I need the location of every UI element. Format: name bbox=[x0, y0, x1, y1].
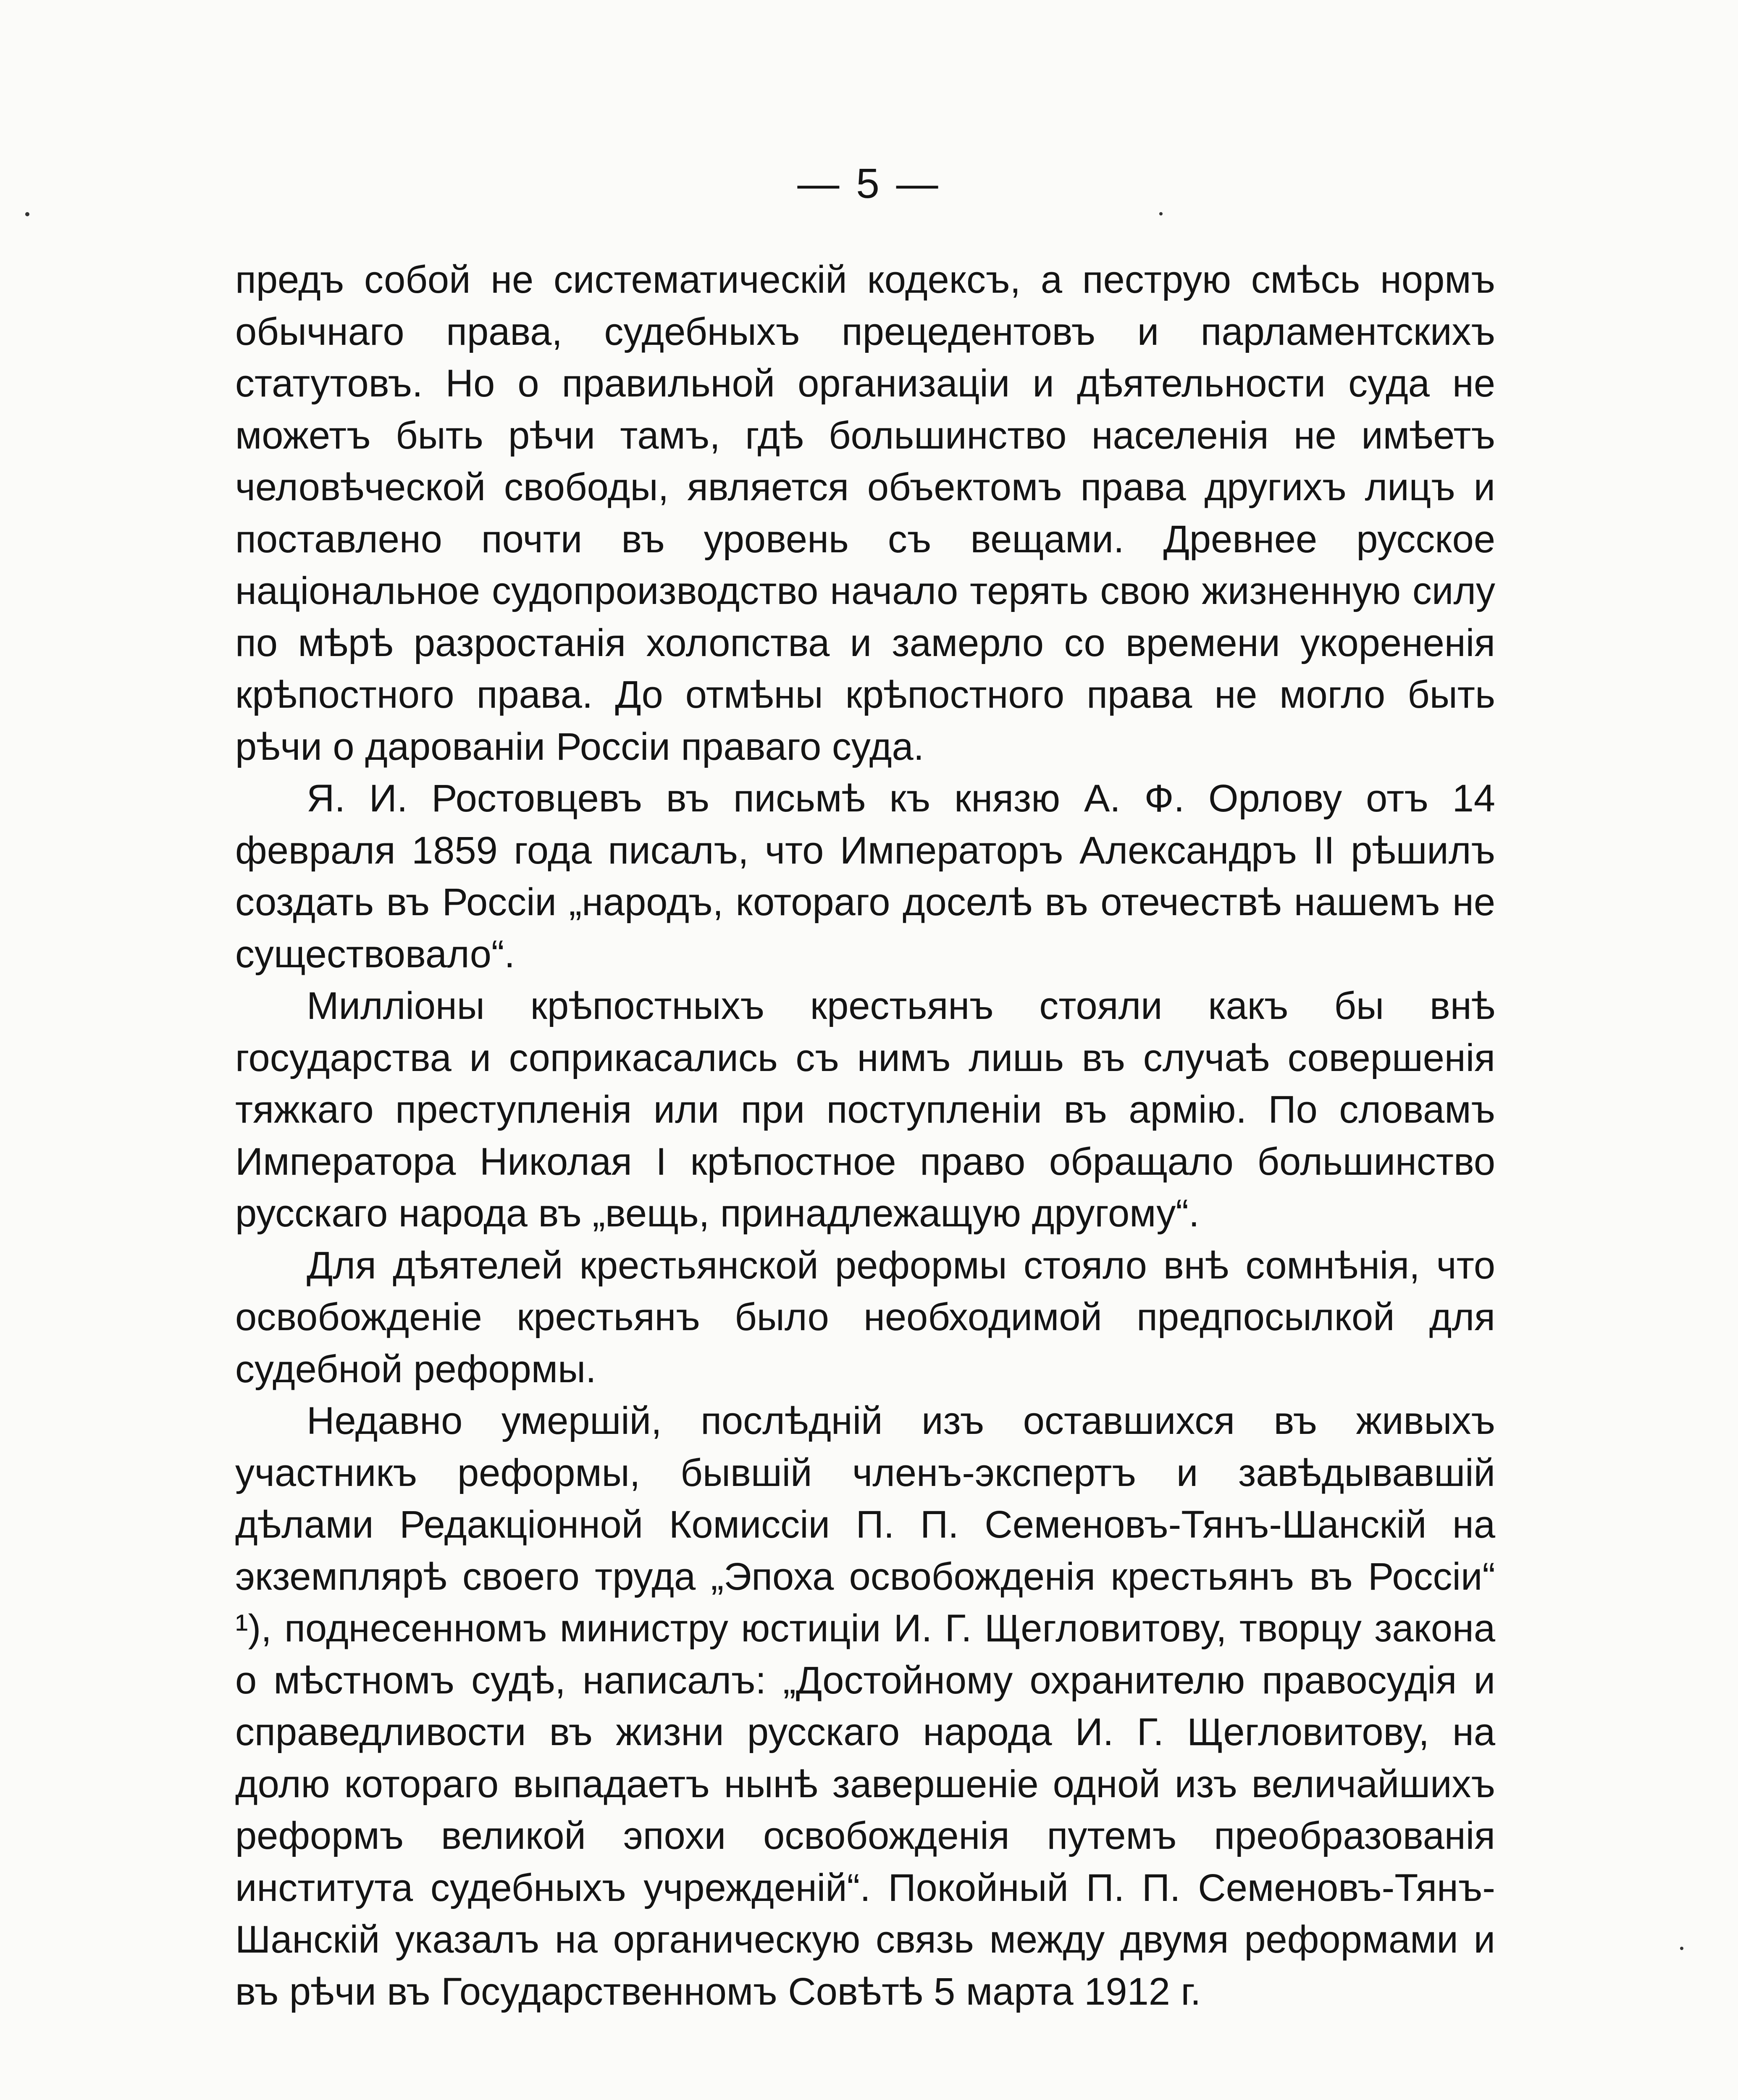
scan-speck-top bbox=[1159, 212, 1163, 215]
body-text bbox=[235, 254, 1495, 2018]
scan-speck-left bbox=[25, 212, 29, 216]
paragraph-4: Для дѣятелей крестьянской реформы стояло внѣ сомнѣнія, что освобожденіе крестьянъ было необходимой предпосылкой для судебной реформы. bbox=[235, 1244, 1495, 1391]
paragraph-1: предъ собой не систематическій кодексъ, а пеструю смѣсь нормъ обычнаго права, судебныхъ прецедентовъ и парламентскихъ статутовъ. Но о правильной организаціи и дѣятельности суда не можетъ быть рѣчи тамъ, гдѣ большинство населенія не имѣетъ человѣческой свободы, является объектомъ права другихъ лицъ и поставлено почти въ уровень съ вещами. Древнее русское національное судопроизводство начало терять свою жизненную силу по мѣрѣ разростанія холопства и замерло со времени укорененія крѣпостного права. До отмѣны крѣпостного права не могло быть рѣчи о дарованіи Россіи праваго суда. bbox=[235, 258, 1495, 768]
scan-speck-right bbox=[1680, 1947, 1683, 1950]
paragraph-5: Недавно умершій, послѣдній изъ оставшихся въ живыхъ участникъ реформы, бывшій членъ-экспертъ и завѣдывавшій дѣлами Редакціонной Комиссіи П. П. Семеновъ-Тянъ-Шанскій на экземплярѣ своего труда „Эпоха освобожденія крестьянъ въ Россіи“ ¹), поднесенномъ министру юстиціи И. Г. Щегловитову, творцу закона о мѣстномъ судѣ, написалъ: „Достойному охранителю правосудія и справедливости въ жизни русскаго народа И. Г. Щегловитову, на долю котораго выпадаетъ нынѣ завершеніе одной изъ величайшихъ реформъ великой эпохи освобожденія путемъ преобразованія института судебныхъ учрежденій“. Покойный П. П. Семеновъ-Тянъ-Шанскій указалъ на органическую связь между двумя реформами и въ рѣчи въ Государственномъ Совѣтѣ 5 марта 1912 г. bbox=[235, 1399, 1495, 2013]
paragraph-3: Милліоны крѣпостныхъ крестьянъ стояли какъ бы внѣ государства и соприкасались съ нимъ лишь въ случаѣ совершенія тяжкаго преступленія или при поступленіи въ армію. По словамъ Императора Николая I крѣпостное право обращало большинство русскаго народа въ „вещь, принадлежащую другому“. bbox=[235, 984, 1495, 1235]
page-number: — 5 — bbox=[797, 160, 941, 207]
paragraph-2: Я. И. Ростовцевъ въ письмѣ къ князю А. Ф. Орлову отъ 14 февраля 1859 года писалъ, что Императоръ Александръ II рѣшилъ создать въ Россіи „народъ, котораго доселѣ въ отечествѣ нашемъ не существовало“. bbox=[235, 777, 1495, 976]
